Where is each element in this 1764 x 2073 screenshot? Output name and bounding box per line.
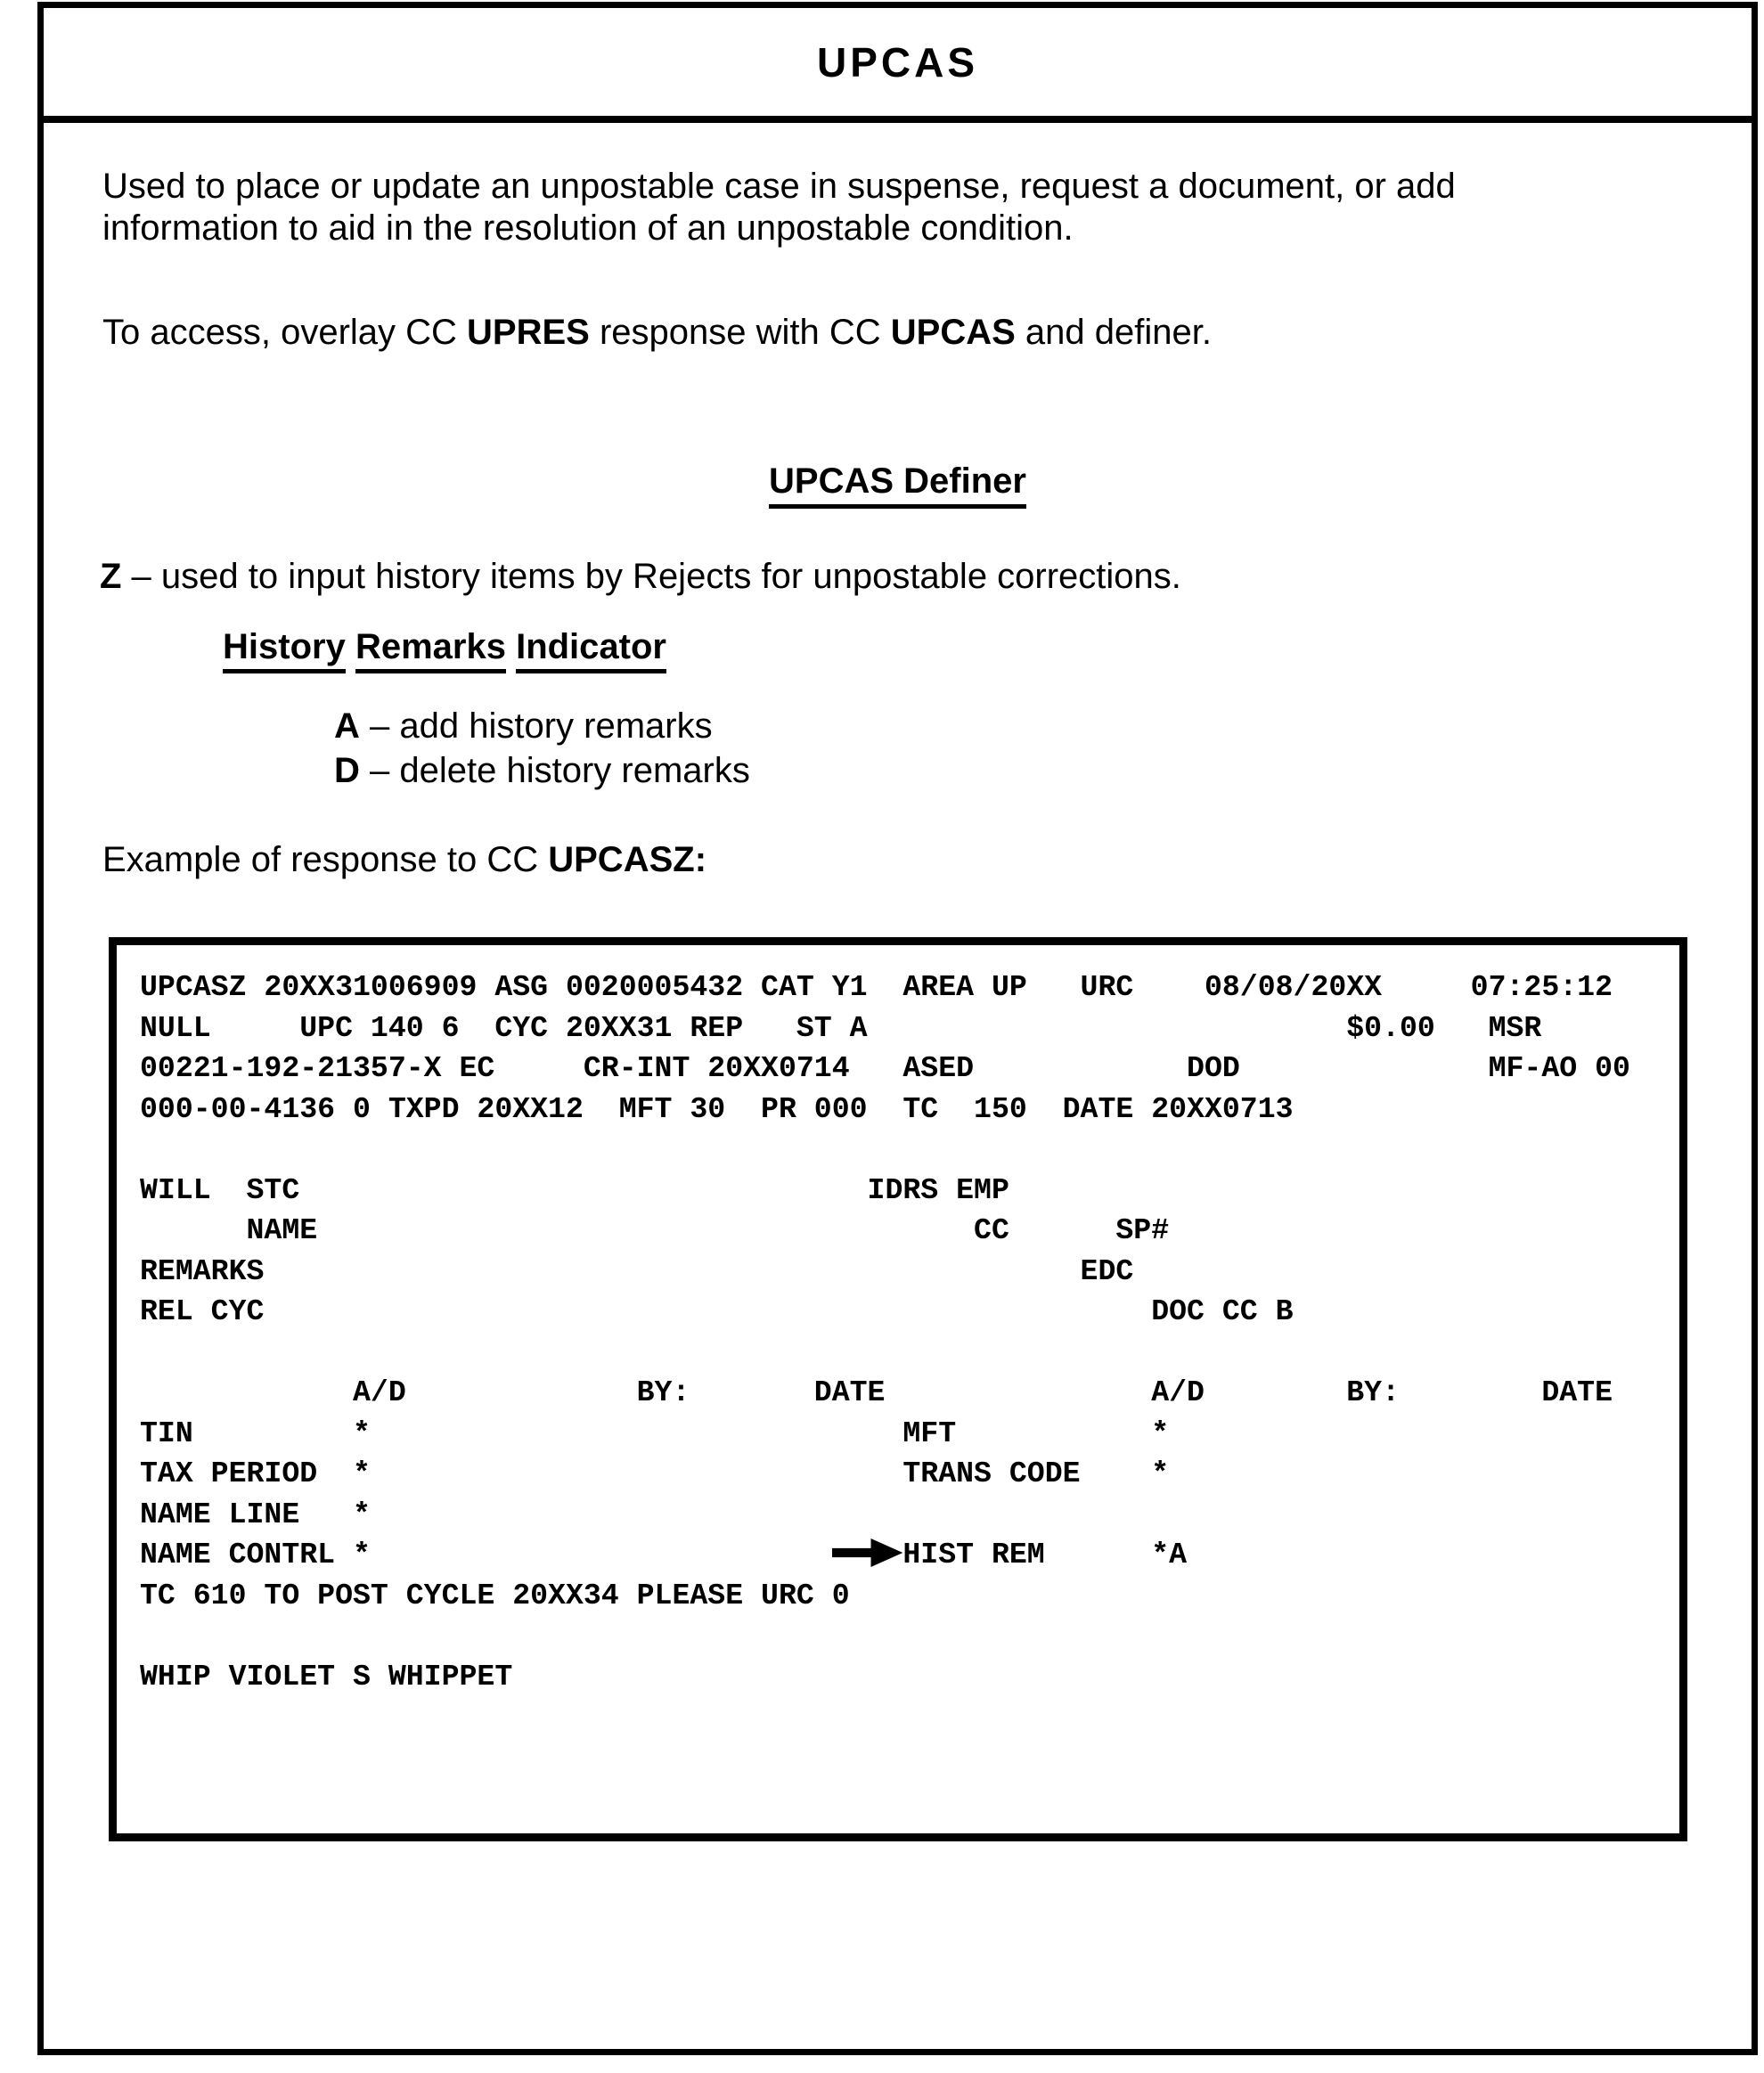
terminal-line: 00221-192-21357-X EC CR-INT 20XX0714 ASED DOD MF-AO 00 <box>140 1051 1630 1085</box>
terminal-line: REMARKS EDC <box>140 1253 1134 1288</box>
terminal-line: WHIP VIOLET S WHIPPET <box>140 1659 513 1693</box>
indicator-item-delete <box>334 748 750 793</box>
indicator-letter: A <box>334 706 360 746</box>
definer-z-letter: Z <box>100 557 122 596</box>
right-arrow-icon <box>832 1538 903 1567</box>
title-band <box>44 8 1752 116</box>
terminal-line: TC 610 TO POST CYCLE 20XX34 PLEASE URC 0 <box>140 1578 850 1612</box>
access-text: response with CC <box>589 313 891 352</box>
cc-upcas: UPCAS <box>890 313 1016 352</box>
example-caption <box>102 839 706 881</box>
terminal-line-hist-rem <box>140 1535 1679 1576</box>
intro-line-1: Used to place or update an unpostable case in suspense, request a document, or add <box>102 167 1456 206</box>
heading-word: History <box>223 627 346 673</box>
title-separator-line <box>44 116 1752 123</box>
terminal-line: TIN * MFT * <box>140 1416 1170 1450</box>
access-paragraph <box>102 312 1212 354</box>
definer-z-text: – used to input history items by Rejects for unpostable corrections. <box>121 557 1181 596</box>
intro-line-2: information to aid in the resolution of an unpostable condition. <box>102 208 1074 248</box>
access-text: and definer. <box>1015 313 1212 352</box>
terminal-line: WILL STC IDRS EMP <box>140 1172 1009 1207</box>
terminal-line: NULL UPC 140 6 CYC 20XX31 REP ST A $0.00 MSR <box>140 1010 1542 1045</box>
definer-heading: UPCAS Definer <box>769 461 1026 509</box>
terminal-line: TAX PERIOD * TRANS CODE * <box>140 1457 1170 1490</box>
heading-word: Indicator <box>516 627 666 673</box>
indicator-letter: D <box>334 751 360 790</box>
terminal-line: 000-00-4136 0 TXPD 20XX12 MFT 30 PR 000 TC 150 DATE 20XX0713 <box>140 1091 1294 1126</box>
terminal-screen <box>109 937 1687 1841</box>
intro-paragraph <box>102 166 1456 249</box>
hist-rem-prefix: NAME CONTRL * <box>140 1538 832 1571</box>
terminal-line: REL CYC DOC CC B <box>140 1294 1294 1328</box>
hist-rem-value: HIST REM *A <box>902 1538 1188 1571</box>
indicator-item-list <box>334 704 750 793</box>
heading-word: Remarks <box>355 627 506 673</box>
terminal-line <box>140 1616 1679 1657</box>
example-text: Example of response to CC <box>102 840 549 879</box>
access-text: To access, overlay CC <box>102 313 468 352</box>
terminal-line: A/D BY: DATE A/D BY: DATE <box>140 1375 1613 1409</box>
indicator-text: – add history remarks <box>359 706 713 746</box>
indicator-item-add <box>334 704 750 748</box>
terminal-line: UPCASZ 20XX31006909 ASG 0020005432 CAT Y1 AREA UP URC 08/08/20XX 07:25:12 <box>140 970 1613 1004</box>
indicator-text: – delete history remarks <box>359 751 750 790</box>
definer-z-line <box>100 556 1181 598</box>
definer-heading-band <box>44 461 1752 509</box>
page-title: UPCAS <box>816 38 979 86</box>
terminal-line <box>140 1333 1679 1374</box>
cc-upcasz: UPCASZ: <box>548 840 707 879</box>
terminal-line: NAME LINE * <box>140 1497 371 1531</box>
cc-upres: UPRES <box>467 313 590 352</box>
terminal-line: NAME CC SP# <box>140 1213 1170 1247</box>
history-remarks-heading <box>223 627 666 667</box>
terminal-line <box>140 1130 1679 1171</box>
